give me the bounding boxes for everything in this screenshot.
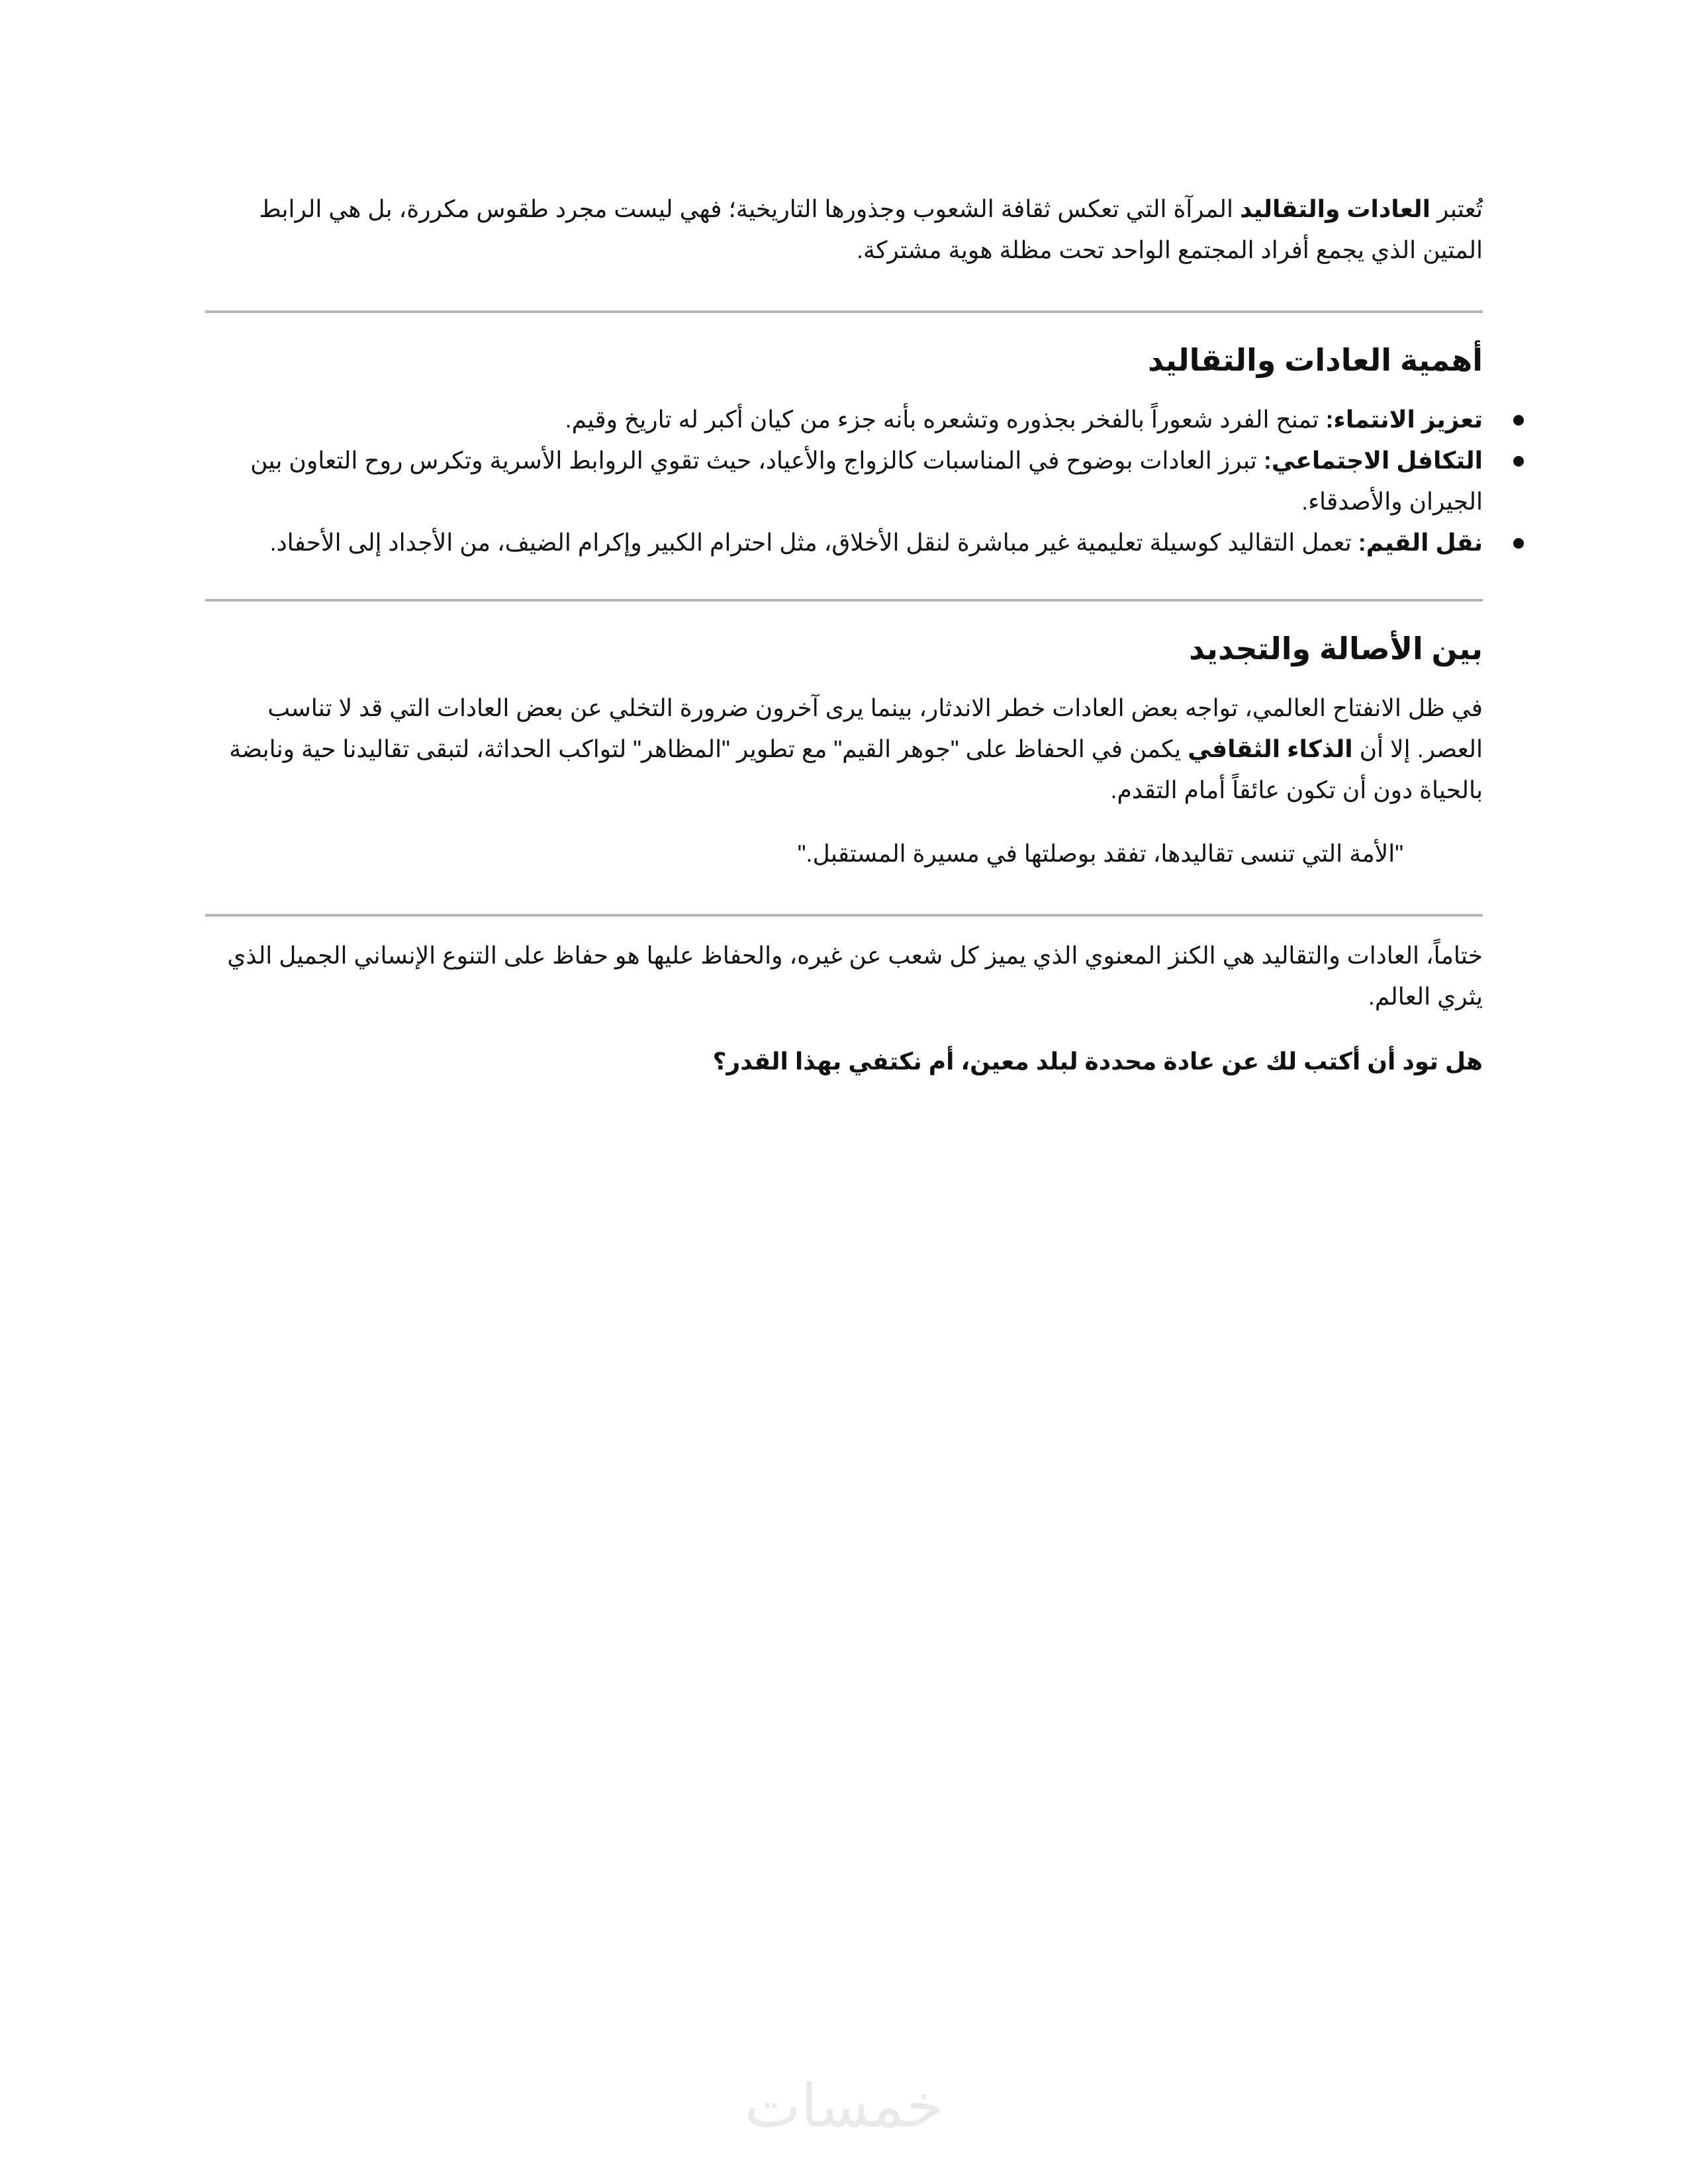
authenticity-bold-term: الذكاء الثقافي xyxy=(1188,735,1353,762)
intro-bold-term: العادات والتقاليد xyxy=(1239,195,1431,222)
list-item xyxy=(205,522,1483,563)
authenticity-paragraph xyxy=(205,688,1483,811)
list-item-text: تمنح الفرد شعوراً بالفخر بجذوره وتشعره بأنه جزء من كيان أكبر له تاريخ وقيم. xyxy=(565,406,1326,433)
list-item-term: نقل القيم: xyxy=(1358,529,1483,556)
intro-paragraph xyxy=(205,189,1483,271)
bullet-icon xyxy=(1513,456,1524,467)
divider xyxy=(205,599,1483,602)
intro-lead: تُعتبر xyxy=(1430,195,1483,222)
list-item-text: تعمل التقاليد كوسيلة تعليمية غير مباشرة لنقل الأخلاق، مثل احترام الكبير وإكرام الضيف، من الأجداد إلى الأحفاد. xyxy=(269,529,1358,556)
list-item xyxy=(205,440,1483,522)
intro-rest: المرآة التي تعكس ثقافة الشعوب وجذورها التاريخية؛ فهي ليست مجرد طقوس مكررة، بل هي الرابط المتين الذي يجمع أفراد المجتمع الواحد تحت مظلة هوية مشتركة. xyxy=(259,195,1483,263)
document-body xyxy=(205,189,1483,1082)
importance-list xyxy=(205,399,1483,563)
section-heading-authenticity: بين الأصالة والتجديد xyxy=(1189,631,1483,666)
section-heading-importance: أهمية العادات والتقاليد xyxy=(1147,343,1483,377)
divider xyxy=(205,914,1483,917)
list-item xyxy=(205,399,1483,440)
list-item-term: التكافل الاجتماعي: xyxy=(1263,447,1483,474)
divider xyxy=(205,310,1483,313)
list-item-term: تعزيز الانتماء: xyxy=(1325,406,1483,433)
bullet-icon xyxy=(1513,538,1524,549)
watermark-logo: خمسات xyxy=(744,2071,944,2141)
block-quote: "الأمة التي تنسى تقاليدها، تفقد بوصلتها في مسيرة المستقبل." xyxy=(797,840,1403,867)
list-item-text: تبرز العادات بوضوح في المناسبات كالزواج والأعياد، حيث تقوي الروابط الأسرية وتكرس روح التعاون بين الجيران والأصدقاء. xyxy=(250,447,1483,515)
closing-paragraph: ختاماً، العادات والتقاليد هي الكنز المعنوي الذي يميز كل شعب عن غيره، والحفاظ عليها هو حفاظ على التنوع الإنساني الجميل الذي يثري العالم. xyxy=(227,942,1483,1010)
authenticity-lead: في ظل الانفتاح العالمي، تواجه بعض العادات خطر الاندثار، بينما يرى آخرون ضرورة التخلي عن بعض العادات التي قد لا تناسب العصر. إلا أن xyxy=(267,694,1483,762)
bullet-icon xyxy=(1513,415,1524,426)
authenticity-rest: يكمن في الحفاظ على "جوهر القيم" مع تطوير "المظاهر" لتواكب الحداثة، لتبقى تقاليدنا حية ونابضة بالحياة دون أن تكون عائقاً أمام التقدم. xyxy=(229,735,1483,803)
closing-question: هل تود أن أكتب لك عن عادة محددة لبلد معين، أم نكتفي بهذا القدر؟ xyxy=(712,1048,1483,1075)
